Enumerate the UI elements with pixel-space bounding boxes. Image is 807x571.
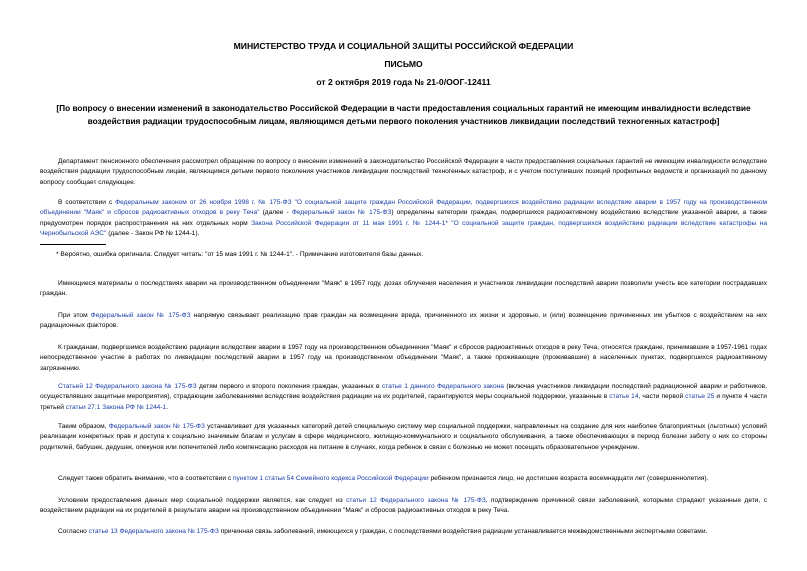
text: и пункте 4 части третьей <box>40 393 767 411</box>
document-subject: [По вопросу о внесении изменений в законодательство Российской Федерации в части предоставления социальных гарантий не имеющим инвалидности вследствие воздействия радиации трудоспособным лицам, являющимся детьми первого поколения участников ликвидации последствий техногенных катастроф] <box>56 103 751 126</box>
paragraph-8 <box>40 474 767 484</box>
paragraph-4 <box>40 311 767 332</box>
link-family-code-article-54[interactable]: пунктом 1 статьи 54 Семейного кодекса Российской Федерации <box>232 475 429 482</box>
paragraph-6 <box>40 382 767 413</box>
link-article-12-law-175[interactable]: статьи 12 Федерального закона № 175-ФЗ <box>346 497 486 504</box>
text: Условием предоставления данных мер социальной поддержки является, как следует из <box>58 497 347 504</box>
paragraph-3: Имеющиеся материалы о последствиях аварии на производственном объединении "Маяк" в 1957 году, дозах облучения населения и участников ликвидации последствий аварии позволили учесть все категории пострадавших граждан. <box>40 280 767 298</box>
text: , части первой <box>638 393 686 401</box>
paragraph-1: Департамент пенсионного обеспечения рассмотрел обращение по вопросу о внесении изменений в законодательство Российской Федерации в части предоставления социальных гарантий не имеющим инвалидности вследствие воздействия радиации трудоспособным лицам, являющимся детьми первого поколения участников ликвидации последствий техногенных катастроф, и с учетом поступивших позиций профильных ведомств и организаций по данному вопросу сообщает следующее. <box>40 158 767 186</box>
text: напрямую связывает реализацию прав граждан на возмещение вреда, причиненного их жизни и здоровью, и (или) возмещение причиненных им убытков с воздействием на них радиационных факторов. <box>40 312 768 330</box>
text: При этом <box>58 312 91 319</box>
text: (далее - Закон РФ № 1244-1). <box>106 230 200 238</box>
paragraph-10 <box>40 527 767 537</box>
text: устанавливает для указанных категорий детей специальную систему мер социальной поддержки, направленных на создание для них наиболее благоприятных (льготных) условий реализации конкретных прав и доступа к социально значимым благам и услугам в сфере медицинского, жилищно-коммунального и социального обслуживания, а также обеспечивающих в период болезни заботу о них со стороны родителей, бабушек, дедушек, опекунов или попечителей либо компенсацию расходов на питание в случаях, когда ребенок в связи с болезнью не может посещать образовательное учреждение. <box>40 423 767 451</box>
link-article-27-1-law-1244-1[interactable]: статьи 27.1 Закона РФ № 1244-1 <box>65 403 167 411</box>
link-article-14[interactable]: статье 14 <box>609 393 639 401</box>
text: причинная связь заболеваний, имеющихся у граждан, с последствиями воздействия радиации устанавливается межведомственными экспертными советами. <box>218 528 708 535</box>
link-federal-law-175[interactable]: Федеральный закон № 175-ФЗ <box>108 423 205 430</box>
link-federal-law-175[interactable]: Федеральным законом от 26 ноября 1998 г. № 175-ФЗ "О социальной защите граждан Российской Федерации, подвергшихся воздействию радиации вследствие аварии в 1957 году на производственном объединении "Маяк" и сбросов радиоактивных отходов в реку Теча" <box>40 199 768 217</box>
link-article-1-law[interactable]: статье 1 данного Федерального закона <box>381 383 504 390</box>
link-article-12-law-175[interactable]: Статьей 12 Федерального закона № 175-ФЗ <box>58 383 197 390</box>
text: , подтверждение причинной связи заболеваний, которыми страдают указанные дети, с воздействием радиации на их родителей в результате аварии на производственном объединении "Маяк" и сбросов радиоактивных отходов в реку Теча. <box>40 497 767 515</box>
ministry-title: МИНИСТЕРСТВО ТРУДА И СОЦИАЛЬНОЙ ЗАЩИТЫ РОССИЙСКОЙ ФЕДЕРАЦИИ <box>233 41 574 51</box>
link-article-13-law-175[interactable]: статье 13 Федерального закона № 175-ФЗ <box>88 528 219 535</box>
document-date-number: от 2 октября 2019 года № 21-0/ООГ-12411 <box>316 77 491 87</box>
text: (включая участников ликвидации последствий радиационной аварии и работников, осуществлявших защитные мероприятия), страдающим заболеваниями вследствие воздействия радиации на их родителей, гарантируются меры социальной поддержки, указанные в <box>40 383 768 401</box>
footnote: * Вероятно, ошибка оригинала. Следует читать: "от 15 мая 1991 г. № 1244-1". - Примечание изготовителя базы данных. <box>56 251 424 258</box>
text: . <box>166 403 169 411</box>
link-federal-law-175-short[interactable]: Федеральный закон № 175-ФЗ <box>291 209 392 217</box>
paragraph-9 <box>40 496 767 517</box>
text: В соответствии с <box>58 199 116 206</box>
paragraph-7 <box>40 422 767 453</box>
paragraph-2 <box>40 198 767 240</box>
text: Следует также обратить внимание, что в соответствии с <box>58 475 233 482</box>
text: (далее - <box>259 209 292 217</box>
text: Таким образом, <box>58 423 109 430</box>
link-article-25[interactable]: статье 25 <box>685 393 715 401</box>
link-federal-law-175[interactable]: Федеральный закон № 175-ФЗ <box>90 312 191 319</box>
paragraph-5: К гражданам, подвергшимся воздействию радиации вследствие аварии в 1957 году на производственном объединении "Маяк" и сбросов радиоактивных отходов в реку Теча, относятся граждане, принимавшие в 1957-1961 годах непосредственное участие в работах по ликвидации последствий аварии в 1957 году на производственном объединении "Маяк", а также проживающие (проживавшие) в населенных пунктах, подвергшихся радиоактивному загрязнению. <box>40 344 767 372</box>
document-type: ПИСЬМО <box>384 59 423 69</box>
text: Согласно <box>58 528 89 535</box>
footnote-divider <box>40 244 106 245</box>
link-law-1244-1[interactable]: Закона Российской Федерации от 11 мая 1991 г. № 1244-1* "О социальной защите граждан, подвергшихся воздействию радиации вследствие катастрофы на Чернобыльской АЭС" <box>40 219 767 238</box>
text: ) определены категории граждан, подвергшихся радиоактивному воздействию вследствие указанной аварии, а также предусмотрен порядок распространения на них отдельных норм <box>40 209 767 227</box>
text: детям первого и второго поколения граждан, указанных в <box>196 383 382 390</box>
text: ребенком признается лицо, не достигшее возраста восемнадцати лет (совершеннолетия). <box>428 475 709 482</box>
